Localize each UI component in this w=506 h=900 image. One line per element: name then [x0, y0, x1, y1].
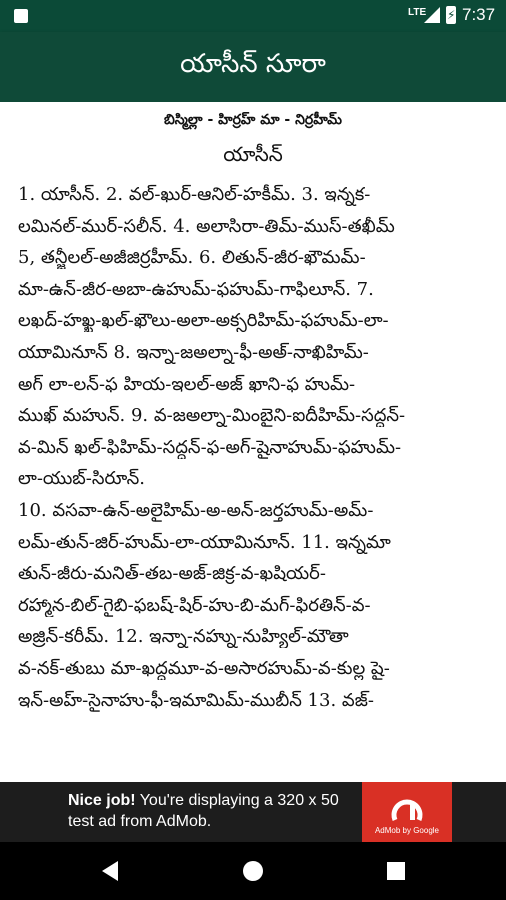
ad-body: You're displaying a 320 x 50 test ad from AdMob. — [68, 792, 339, 830]
app-bar — [0, 32, 506, 102]
ad-text — [68, 790, 358, 832]
verse-line: 5, తన్జీలల్-అజీజిర్రహీమ్. 6. లితున్-జీర-ఖౌమమ్- — [18, 247, 366, 269]
admob-icon — [389, 792, 425, 822]
verse-line: యుామినూన్ 8. ఇన్నా-జఅల్నా-ఫీ-అఅ్-నాఖిహిమ్- — [18, 342, 369, 363]
verse-line: 10. వసవా-ఉన్-అలైహిమ్-అ-అన్-జర్తహుమ్-అమ్- — [18, 500, 374, 521]
verse-line: మా-ఉన్-జీర-అబా-ఉహుమ్-ఫహుమ్-గాఫిలూన్. 7. — [18, 278, 374, 300]
verse-line: లా-యుబ్-సిరూన్. — [18, 468, 145, 490]
ad-headline: Nice job! — [68, 792, 136, 809]
recents-icon[interactable] — [381, 856, 411, 886]
verse-line: తున్-జీరు-మనిత్-తబ-అజ్-జిక్ర-వ-ఖషియర్- — [18, 563, 326, 585]
admob-logo[interactable] — [362, 782, 452, 842]
verse-line: లమినల్-ముర్-సలీన్. 4. అలాసిరా-తిమ్-ముస్-తఖీమ్ — [18, 215, 395, 237]
network-type: LTE — [408, 7, 427, 18]
status-bar — [0, 0, 506, 32]
notification-icon — [14, 9, 28, 23]
home-icon[interactable] — [238, 856, 268, 886]
verse-line: లఖద్-హఖ్ఖ-ఖల్-ఖౌలు-అలా-అక్సరిహిమ్-ఫహుమ్-లా- — [18, 310, 389, 332]
page-title: యాసీన్ సూరా — [180, 49, 326, 79]
verse-line: రహ్మాన-బిల్-గైబి-ఫబష్-షిర్-హు-బి-మగ్-ఫిరతిన్-వ- — [18, 594, 371, 616]
admob-brand: AdMob by Google — [374, 826, 440, 835]
verse-line: లమ్-తున్-జిర్-హుమ్-లా-యుామినూన్. 11. ఇన్నమా — [18, 531, 391, 553]
verse-line: అజ్రిన్-కరీమ్. 12. ఇన్నా-నహ్ను-నుహ్యిల్-మౌతా — [18, 626, 349, 648]
verse-line: వ-నక్-తుబు మా-ఖద్దమూ-వ-అసారహుమ్-వ-కుల్ల షై- — [18, 658, 390, 679]
verse-line: 1. యాసీన్. 2. వల్-ఖుర్-ఆనిల్-హకీమ్. 3. ఇన్నక- — [18, 184, 371, 205]
surah-text-view[interactable] — [0, 102, 506, 782]
verse-line: ఇన్-అహ్-సైనాహు-ఫీ-ఇమామిమ్-ముబీన్ 13. వజ్- — [18, 689, 374, 711]
bismillah-heading: బిస్మిల్లా - హిర్రహ్ మా - నిర్రహీమ్ — [164, 112, 342, 128]
status-time: 7:37 — [462, 5, 496, 24]
verse-line: వ-మిన్ ఖల్-ఫిహిమ్-సద్దన్-ఫ-అగ్-షైనాహుమ్-ఫహుమ్- — [18, 436, 402, 458]
ad-banner[interactable] — [0, 782, 506, 842]
back-icon[interactable] — [96, 856, 126, 886]
verse-line: అగ్ లా-లన్-ఫ హియ-ఇలల్-అజ్ ఖాని-ఫ హుమ్- — [18, 373, 356, 395]
surah-heading: యాసీన్ — [223, 142, 283, 166]
verse-line: ముఖ్ మహున్. 9. వ-జఅల్నా-మింబైని-ఐదీహిమ్-సద్దన్- — [18, 405, 406, 427]
signal-icon — [424, 7, 440, 23]
navigation-bar — [0, 842, 506, 900]
battery-icon: ⚡ — [447, 8, 456, 22]
